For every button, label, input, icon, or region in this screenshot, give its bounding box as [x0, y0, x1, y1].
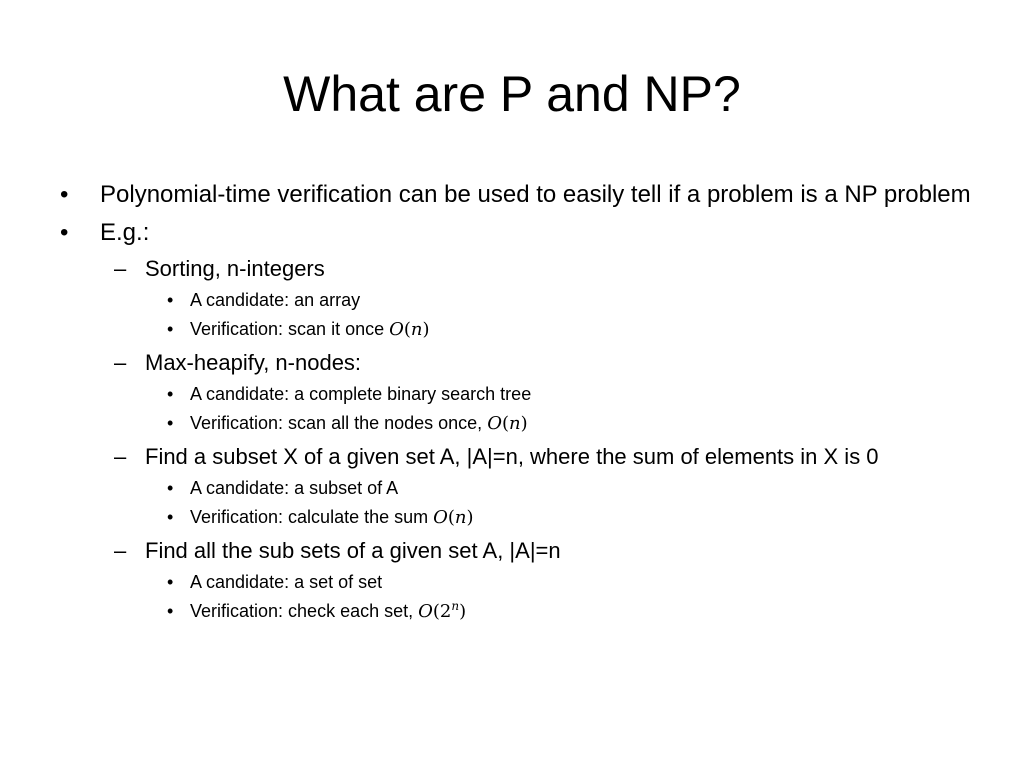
bullet-marker: •: [167, 478, 174, 498]
bullet-marker: •: [167, 413, 174, 433]
bullet-marker: •: [60, 219, 69, 246]
sub-sub-bullet-text: A candidate: a set of set: [190, 572, 383, 592]
bullet-text: E.g.:: [100, 219, 150, 246]
sub-sub-bullet-text: A candidate: a subset of A: [190, 478, 399, 498]
dash-marker: –: [114, 256, 127, 281]
bullet-item: [60, 218, 980, 248]
bullet-marker: •: [167, 507, 174, 527]
sub-sub-bullet-text: A candidate: an array: [190, 290, 361, 310]
sub-bullet-item: [60, 256, 980, 282]
slide-body: [60, 180, 980, 632]
sub-sub-bullet-item: [60, 380, 980, 409]
sub-sub-list: [60, 568, 980, 626]
bullet-text: Polynomial-time verification can be used to easily tell if a problem is a NP problem: [100, 181, 971, 208]
bullet-list: [60, 180, 980, 626]
big-o-formula: O(n): [487, 413, 528, 434]
bullet-marker: •: [167, 572, 174, 592]
big-o-formula: O(n): [389, 319, 430, 340]
sub-sub-list: [60, 474, 980, 532]
sub-bullet-item: [60, 444, 980, 470]
sub-sub-bullet-item: [60, 474, 980, 503]
sub-bullet-item: [60, 538, 980, 564]
bullet-marker: •: [60, 181, 69, 208]
sub-bullet-text: Find a subset X of a given set A, |A|=n, where the sum of elements in X is 0: [145, 444, 879, 469]
bullet-marker: •: [167, 319, 174, 339]
sub-sub-bullet-item: [60, 503, 980, 532]
big-o-formula: O(2$^n$): [418, 599, 467, 622]
sub-sub-bullet-item: [60, 409, 980, 438]
sub-bullet-text: Max-heapify, n-nodes:: [145, 350, 362, 375]
sub-sub-bullet-item: [60, 315, 980, 344]
dash-marker: –: [114, 350, 127, 375]
sub-bullet-item: [60, 350, 980, 376]
dash-marker: –: [114, 444, 127, 469]
sub-sub-bullet-text: Verification: scan it once: [190, 319, 390, 339]
sub-sub-list: [60, 380, 980, 438]
sub-sub-bullet-text: Verification: check each set,: [190, 601, 419, 621]
sub-bullet-text: Sorting, n-integers: [145, 256, 325, 281]
bullet-marker: •: [167, 290, 174, 310]
sub-bullet-text: Find all the sub sets of a given set A, |A|=n: [145, 538, 561, 563]
sub-sub-bullet-text: Verification: calculate the sum: [190, 507, 434, 527]
sub-sub-bullet-item: [60, 568, 980, 597]
sub-sub-bullet-text: Verification: scan all the nodes once,: [190, 413, 488, 433]
slide-title: What are P and NP?: [283, 66, 741, 122]
sub-sub-bullet-item: [60, 597, 980, 626]
sub-sub-bullet-text: A candidate: a complete binary search tree: [190, 384, 532, 404]
bullet-marker: •: [167, 601, 174, 621]
dash-marker: –: [114, 538, 127, 563]
big-o-formula: O(n): [433, 507, 474, 528]
sub-sub-list: [60, 286, 980, 344]
sub-sub-bullet-item: [60, 286, 980, 315]
bullet-marker: •: [167, 384, 174, 404]
bullet-item: [60, 180, 980, 210]
